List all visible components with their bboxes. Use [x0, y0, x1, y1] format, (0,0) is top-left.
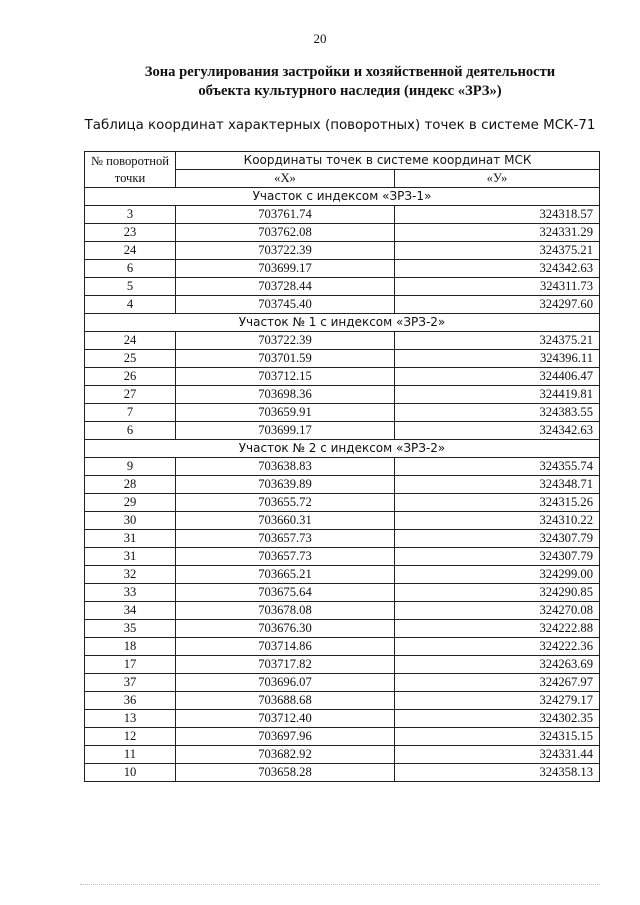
table-row — [85, 692, 600, 710]
x-coordinate-cell: 703638.83 — [176, 458, 395, 476]
y-coordinate-cell: 324307.79 — [395, 548, 600, 566]
x-coordinate-cell: 703639.89 — [176, 476, 395, 494]
x-coordinate-cell: 703655.72 — [176, 494, 395, 512]
table-row — [85, 422, 600, 440]
x-coordinate-cell: 703762.08 — [176, 224, 395, 242]
point-number-cell: 23 — [85, 224, 176, 242]
header-point-number: № поворотной точки — [85, 152, 176, 188]
x-coordinate-cell: 703660.31 — [176, 512, 395, 530]
table-row — [85, 728, 600, 746]
table-row — [85, 476, 600, 494]
table-row — [85, 404, 600, 422]
point-number-cell: 3 — [85, 206, 176, 224]
point-number-cell: 6 — [85, 422, 176, 440]
point-number-cell: 30 — [85, 512, 176, 530]
table-row — [85, 458, 600, 476]
point-number-cell: 4 — [85, 296, 176, 314]
point-number-cell: 9 — [85, 458, 176, 476]
point-number-cell: 17 — [85, 656, 176, 674]
x-coordinate-cell: 703678.08 — [176, 602, 395, 620]
title-line-2: объекта культурного наследия (индекс «ЗРЗ») — [198, 83, 502, 99]
y-coordinate-cell: 324375.21 — [395, 332, 600, 350]
y-coordinate-cell: 324222.36 — [395, 638, 600, 656]
table-row — [85, 332, 600, 350]
point-number-cell: 35 — [85, 620, 176, 638]
section-row — [85, 188, 600, 206]
y-coordinate-cell: 324222.88 — [395, 620, 600, 638]
table-row — [85, 584, 600, 602]
point-number-cell: 10 — [85, 764, 176, 782]
x-coordinate-cell: 703717.82 — [176, 656, 395, 674]
y-coordinate-cell: 324267.97 — [395, 674, 600, 692]
x-coordinate-cell: 703714.86 — [176, 638, 395, 656]
point-number-cell: 31 — [85, 548, 176, 566]
table-row — [85, 494, 600, 512]
header-x: «Х» — [176, 170, 395, 188]
y-coordinate-cell: 324315.26 — [395, 494, 600, 512]
x-coordinate-cell: 703696.07 — [176, 674, 395, 692]
table-row — [85, 206, 600, 224]
table-row — [85, 566, 600, 584]
y-coordinate-cell: 324315.15 — [395, 728, 600, 746]
table-row — [85, 638, 600, 656]
table-row — [85, 620, 600, 638]
table-row — [85, 350, 600, 368]
x-coordinate-cell: 703699.17 — [176, 422, 395, 440]
y-coordinate-cell: 324307.79 — [395, 530, 600, 548]
page-number: 20 — [313, 31, 327, 46]
x-coordinate-cell: 703728.44 — [176, 278, 395, 296]
y-coordinate-cell: 324348.71 — [395, 476, 600, 494]
y-coordinate-cell: 324375.21 — [395, 242, 600, 260]
x-coordinate-cell: 703657.73 — [176, 530, 395, 548]
point-number-cell: 32 — [85, 566, 176, 584]
x-coordinate-cell: 703722.39 — [176, 242, 395, 260]
x-coordinate-cell: 703657.73 — [176, 548, 395, 566]
point-number-cell: 7 — [85, 404, 176, 422]
x-coordinate-cell: 703688.68 — [176, 692, 395, 710]
section-label: Участок № 1 с индексом «ЗРЗ-2» — [85, 314, 600, 332]
y-coordinate-cell: 324331.29 — [395, 224, 600, 242]
point-number-cell: 34 — [85, 602, 176, 620]
point-number-cell: 24 — [85, 242, 176, 260]
y-coordinate-cell: 324318.57 — [395, 206, 600, 224]
x-coordinate-cell: 703761.74 — [176, 206, 395, 224]
y-coordinate-cell: 324419.81 — [395, 386, 600, 404]
x-coordinate-cell: 703682.92 — [176, 746, 395, 764]
y-coordinate-cell: 324342.63 — [395, 260, 600, 278]
x-coordinate-cell: 703698.36 — [176, 386, 395, 404]
point-number-cell: 12 — [85, 728, 176, 746]
point-number-cell: 28 — [85, 476, 176, 494]
section-row — [85, 314, 600, 332]
x-coordinate-cell: 703745.40 — [176, 296, 395, 314]
table-row — [85, 764, 600, 782]
table-row — [85, 242, 600, 260]
y-coordinate-cell: 324299.00 — [395, 566, 600, 584]
point-number-cell: 33 — [85, 584, 176, 602]
table-row — [85, 368, 600, 386]
x-coordinate-cell: 703658.28 — [176, 764, 395, 782]
y-coordinate-cell: 324290.85 — [395, 584, 600, 602]
x-coordinate-cell: 703665.21 — [176, 566, 395, 584]
x-coordinate-cell: 703701.59 — [176, 350, 395, 368]
point-number-cell: 5 — [85, 278, 176, 296]
point-number-cell: 27 — [85, 386, 176, 404]
y-coordinate-cell: 324355.74 — [395, 458, 600, 476]
y-coordinate-cell: 324342.63 — [395, 422, 600, 440]
y-coordinate-cell: 324358.13 — [395, 764, 600, 782]
x-coordinate-cell: 703697.96 — [176, 728, 395, 746]
table-row — [85, 674, 600, 692]
table-row — [85, 656, 600, 674]
y-coordinate-cell: 324270.08 — [395, 602, 600, 620]
x-coordinate-cell: 703712.15 — [176, 368, 395, 386]
table-row — [85, 710, 600, 728]
table-row — [85, 386, 600, 404]
table-row — [85, 512, 600, 530]
table-row — [85, 224, 600, 242]
point-number-cell: 26 — [85, 368, 176, 386]
point-number-cell: 24 — [85, 332, 176, 350]
section-label: Участок с индексом «ЗРЗ-1» — [85, 188, 600, 206]
point-number-cell: 31 — [85, 530, 176, 548]
y-coordinate-cell: 324302.35 — [395, 710, 600, 728]
y-coordinate-cell: 324263.69 — [395, 656, 600, 674]
x-coordinate-cell: 703722.39 — [176, 332, 395, 350]
section-row — [85, 440, 600, 458]
x-coordinate-cell: 703659.91 — [176, 404, 395, 422]
table-row — [85, 278, 600, 296]
table-row — [85, 296, 600, 314]
section-label: Участок № 2 с индексом «ЗРЗ-2» — [85, 440, 600, 458]
header-y: «У» — [395, 170, 600, 188]
point-number-cell: 37 — [85, 674, 176, 692]
point-number-cell: 13 — [85, 710, 176, 728]
point-number-cell: 11 — [85, 746, 176, 764]
point-number-cell: 25 — [85, 350, 176, 368]
y-coordinate-cell: 324396.11 — [395, 350, 600, 368]
point-number-cell: 6 — [85, 260, 176, 278]
document-title — [60, 63, 640, 101]
table-body — [85, 188, 600, 782]
y-coordinate-cell: 324311.73 — [395, 278, 600, 296]
x-coordinate-cell: 703676.30 — [176, 620, 395, 638]
x-coordinate-cell: 703712.40 — [176, 710, 395, 728]
y-coordinate-cell: 324383.55 — [395, 404, 600, 422]
table-row — [85, 548, 600, 566]
table-header — [85, 152, 600, 188]
table-caption: Таблица координат характерных (поворотных) точек в системе МСК-71 — [84, 118, 596, 133]
y-coordinate-cell: 324297.60 — [395, 296, 600, 314]
scan-artifact-line — [80, 884, 600, 887]
y-coordinate-cell: 324310.22 — [395, 512, 600, 530]
table-row — [85, 746, 600, 764]
point-number-cell: 29 — [85, 494, 176, 512]
table-row — [85, 260, 600, 278]
x-coordinate-cell: 703699.17 — [176, 260, 395, 278]
point-number-cell: 18 — [85, 638, 176, 656]
table-row — [85, 602, 600, 620]
title-line-1: Зона регулирования застройки и хозяйственной деятельности — [144, 64, 556, 80]
y-coordinate-cell: 324406.47 — [395, 368, 600, 386]
x-coordinate-cell: 703675.64 — [176, 584, 395, 602]
y-coordinate-cell: 324279.17 — [395, 692, 600, 710]
y-coordinate-cell: 324331.44 — [395, 746, 600, 764]
header-coordinates-group: Координаты точек в системе координат МСК — [176, 152, 600, 170]
point-number-cell: 36 — [85, 692, 176, 710]
table-row — [85, 530, 600, 548]
coordinates-table — [84, 151, 600, 782]
